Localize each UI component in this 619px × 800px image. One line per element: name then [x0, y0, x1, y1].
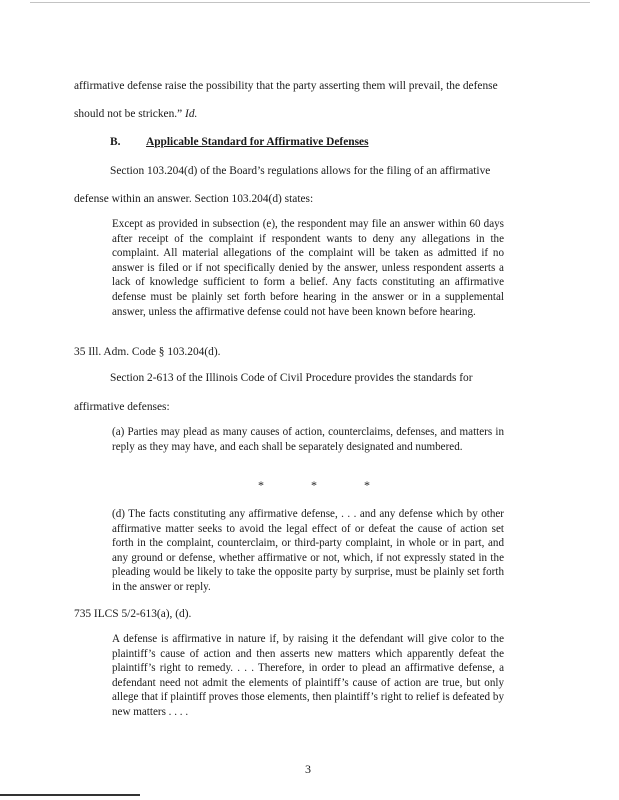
section-number: B. [110, 136, 121, 148]
block-quote-affirmative-defense: A defense is affirmative in nature if, by raising it the defendant will give color to the plaintiff’s cause of action and then asserts new matters which apparently defeat the plaintiff’s right to remedy. . . . Therefore, in order to plead an affirmative defense, a defendant need not admit the elements of plaintiff’s cause of action are true, but only allege that if plaintiff proves those elements, then plaintiff’s right to relief is defeated by new matters . . . . [112, 633, 504, 718]
intro-line-2-text: should not be stricken.” [74, 108, 186, 120]
page-number: 3 [305, 762, 311, 776]
section-title: Applicable Standard for Affirmative Defenses [146, 136, 369, 148]
intro-citation: Id. [185, 108, 198, 120]
intro-line-1: affirmative defense raise the possibility that the party asserting them will prevail, the defense [74, 80, 498, 92]
citation-regulation: 35 Ill. Adm. Code § 103.204(d). [74, 346, 221, 358]
citation-statute: 735 ILCS 5/2-613(a), (d). [74, 608, 192, 620]
paragraph-2-line-1: Section 2-613 of the Illinois Code of Civil Procedure provides the standards for [110, 372, 473, 384]
intro-line-2 [74, 107, 197, 121]
block-quote-2613-a: (a) Parties may plead as many causes of action, counterclaims, defenses, and matters in reply as they may have, and each shall be separately designated and numbered. [112, 426, 504, 453]
paragraph-1-line-2: defense within an answer. Section 103.204(d) states: [74, 193, 314, 205]
paragraph-2-line-2: affirmative defenses: [74, 401, 170, 413]
block-quote-2613-d: (d) The facts constituting any affirmative defense, . . . and any defense which by other affirmative matter seeks to avoid the legal effect of or defeat the cause of action set forth in the complaint, counterclaim, or third-party complaint, in whole or in part, and any ground or defense, whether affirmative or not, which, if not expressly stated in the pleading would be likely to take the opposite party by surprise, must be plainly set forth in the answer or reply. [112, 508, 504, 593]
scan-bottom-edge [0, 794, 140, 796]
ellipsis-stars: * * * [258, 478, 392, 492]
block-quote-regulation: Except as provided in subsection (e), the respondent may file an answer within 60 days after receipt of the complaint if respondent wants to deny any allegations in the complaint. All material allegations of the complaint will be taken as admitted if no answer is filed or if not specifically denied by the answer, unless respondent asserts a lack of knowledge sufficient to form a belief. Any facts constituting an affirmative defense must be plainly set forth before hearing in the answer or in a supplemental answer, unless the affirmative defense could not have been known before hearing. [112, 218, 504, 318]
scan-top-edge [30, 2, 590, 3]
paragraph-1-line-1: Section 103.204(d) of the Board’s regulations allows for the filing of an affirmative [110, 165, 491, 177]
section-heading [110, 136, 369, 148]
